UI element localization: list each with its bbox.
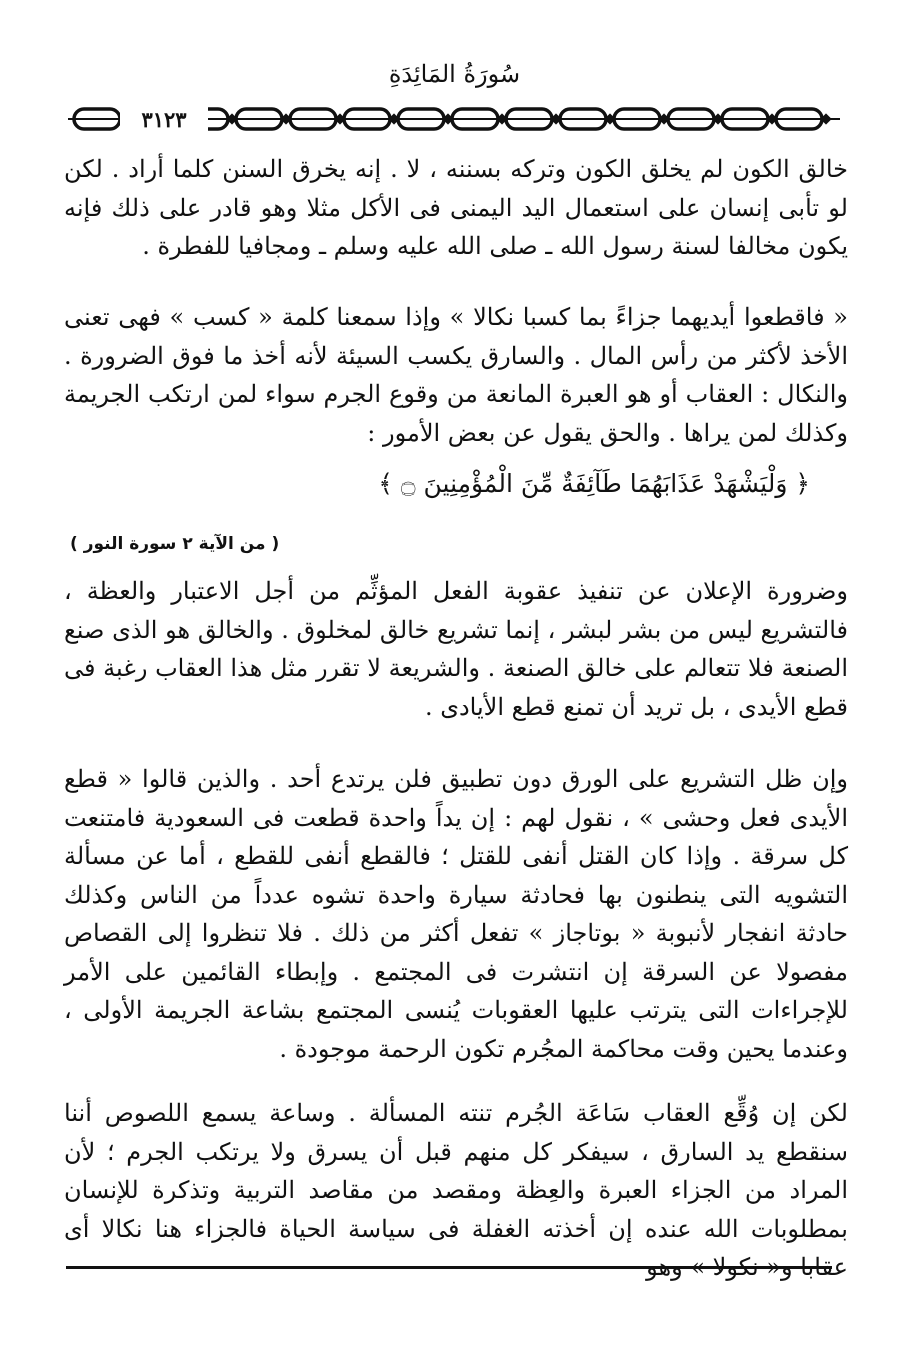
footer-rule [66,1266,832,1269]
verse-reference: ( من الآية ٢ سورة النور ) [70,534,280,554]
surah-title: سُورَةُ المَائِدَةِ [388,60,521,88]
paragraph-3: وضرورة الإعلان عن تنفيذ عقوبة الفعل المؤثِّم من أجل الاعتبار والعظة ، فالتشريع ليس من بشر لبشر ، إنما تشريع خالق لمخلوق . والخالق هو الذى صنع الصنعة فلا تتعالم على خالق الصنعة . والشريعة لا تقرر مثل هذا العقاب رغبة فى قطع الأيدى ، بل تريد أن تمنع قطع الأيادى . [64,577,848,721]
paragraph-5: لكن إن وُقِّع العقاب سَاعَة الجُرم تنته المسألة . وساعة يسمع اللصوص أننا سنقطع يد السارق ، سيفكر كل منهم قبل أن يسرق ولا يرتكب الجرم ؛ لأن المراد من الجزاء العبرة والعِظة ومقصد من مقاصد التربية وتذكرة للإنسان بمطلوبات الله عنده إن أخذته الغفلة فى سياسة الحياة فالجزاء هنا نكالا أى عقابا و« نكولا » وهو [64,1099,848,1281]
page-number: ٣١٢٣ [120,104,208,134]
quran-verse: ﴿ وَلْيَشْهَدْ عَذَابَهُمَا طَآئِفَةٌ مِّنَ الْمُؤْمِنِينَ ۝ ﴾ [378,469,810,498]
paragraph-1: خالق الكون لم يخلق الكون وتركه بسننه ، لا . إنه يخرق السنن كلما أراد . لكن لو تأبى إنسان على استعمال اليد اليمنى فى الأكل مثلا وهو قادر على ذلك فإنه يكون مخالفا لسنة رسول الله ـ صلى الله عليه وسلم ـ ومجافيا للفطرة . [64,155,848,260]
paragraph-4: وإن ظل التشريع على الورق دون تطبيق فلن يرتدع أحد . والذين قالوا « قطع الأيدى فعل وحشى » ، نقول لهم : إن يداً واحدة قطعت فى السعودية فامتنعت كل سرقة . وإذا كان القتل أنفى للقتل ؛ فالقطع أنفى للقطع ، أما عن مسألة التشويه التى ينطنون بها فحادثة سيارة واحدة تشوه عدداً من الناس وكذلك حادثة انفجار لأنبوبة « بوتاجاز » تفعل أكثر من ذلك . فلا تنظروا إلى القصاص مفصولا عن السرقة إن انتشرت فى المجتمع . وإبطاء القائمين على الأمر للإجراءات التى يترتب عليها العقوبات يُنسى المجتمع بشاعة الجريمة الأولى ، وعندما يحين وقت محاكمة المجُرم تكون الرحمة موجودة . [64,765,848,1063]
paragraph-2: « فاقطعوا أيديهما جزاءً بما كسبا نكالا » وإذا سمعنا كلمة « كسب » فهى تعنى الأخذ لأكثر من رأس المال . والسارق يكسب السيئة لأنه أخذ ما فوق الضرورة . والنكال : العقاب أو هو العبرة المانعة من وقوع الجرم سواء لمن ارتكب الجريمة وكذلك لمن يراها . والحق يقول عن بعض الأمور : [64,303,848,447]
